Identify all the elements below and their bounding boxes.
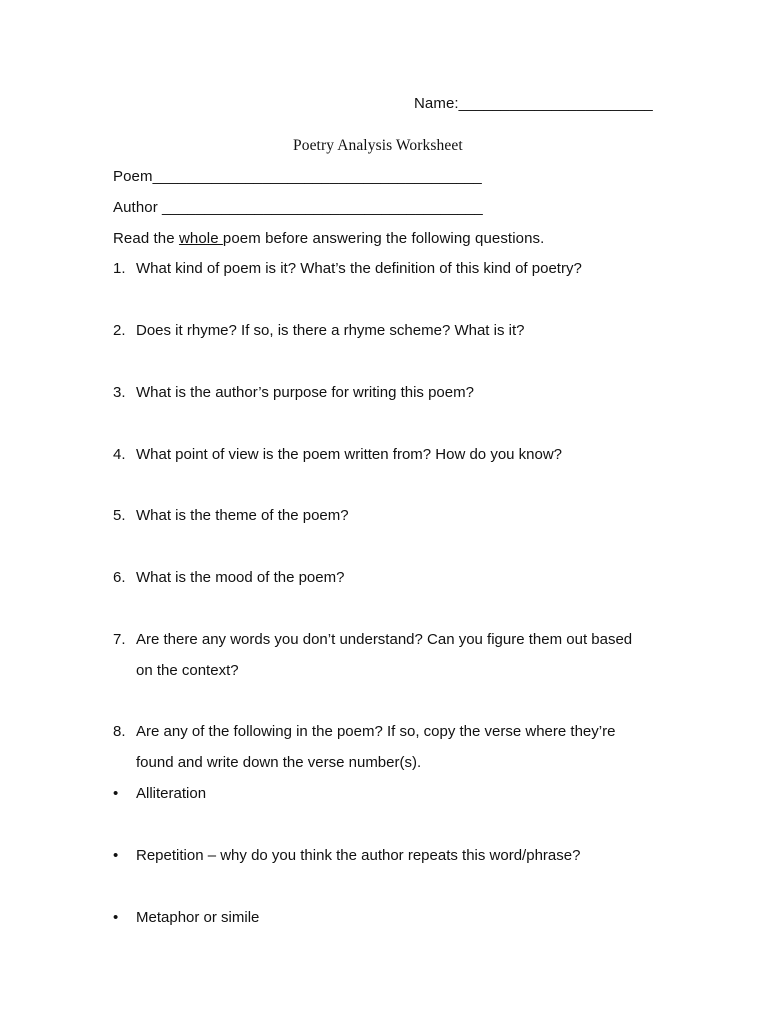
question-2 — [113, 321, 524, 341]
bullet-text: Repetition – why do you think the author repeats this word/phrase? — [136, 847, 581, 864]
question-number: 7. — [113, 631, 126, 648]
question-8-continuation: found and write down the verse number(s). — [136, 754, 422, 771]
question-number: 1. — [113, 260, 126, 277]
bullet-icon: • — [113, 785, 119, 802]
question-3 — [113, 383, 474, 403]
question-1 — [113, 259, 582, 279]
question-5 — [113, 506, 349, 526]
question-text: What is the author’s purpose for writing this poem? — [136, 384, 474, 401]
question-4 — [113, 445, 562, 465]
instructions-text-start: Read the — [113, 230, 179, 247]
instructions — [113, 229, 544, 249]
question-number: 6. — [113, 569, 126, 586]
question-text: What is the theme of the poem? — [136, 507, 349, 524]
question-text: Are any of the following in the poem? If so, copy the verse where they’re — [136, 723, 616, 740]
bullet-icon: • — [113, 847, 119, 864]
name-field: Name:_______________________ — [414, 95, 653, 112]
question-6 — [113, 568, 344, 588]
question-number: 2. — [113, 322, 126, 339]
bullet-repetition — [113, 846, 580, 866]
question-7-continuation: on the context? — [136, 662, 239, 679]
bullet-metaphor — [113, 908, 259, 928]
question-number: 8. — [113, 723, 126, 740]
author-field: Author ______________________________________ — [113, 199, 483, 216]
bullet-text: Metaphor or simile — [136, 909, 260, 926]
instructions-text-end: poem before answering the following questions. — [222, 230, 545, 247]
page-title: Poetry Analysis Worksheet — [293, 137, 463, 154]
question-8 — [113, 722, 615, 742]
question-text: What point of view is the poem written from? How do you know? — [136, 446, 563, 463]
question-7 — [113, 630, 632, 650]
bullet-icon: • — [113, 909, 119, 926]
question-text: What kind of poem is it? What’s the definition of this kind of poetry? — [136, 260, 582, 277]
bullet-alliteration — [113, 784, 206, 804]
question-number: 3. — [113, 384, 126, 401]
question-text: What is the mood of the poem? — [136, 569, 345, 586]
question-text: Are there any words you don’t understand? Can you figure them out based — [136, 631, 633, 648]
instructions-emphasis: whole — [178, 230, 223, 247]
question-number: 5. — [113, 507, 126, 524]
question-number: 4. — [113, 446, 126, 463]
bullet-text: Alliteration — [136, 785, 207, 802]
poem-field: Poem_______________________________________ — [113, 168, 482, 185]
question-text: Does it rhyme? If so, is there a rhyme scheme? What is it? — [136, 322, 525, 339]
